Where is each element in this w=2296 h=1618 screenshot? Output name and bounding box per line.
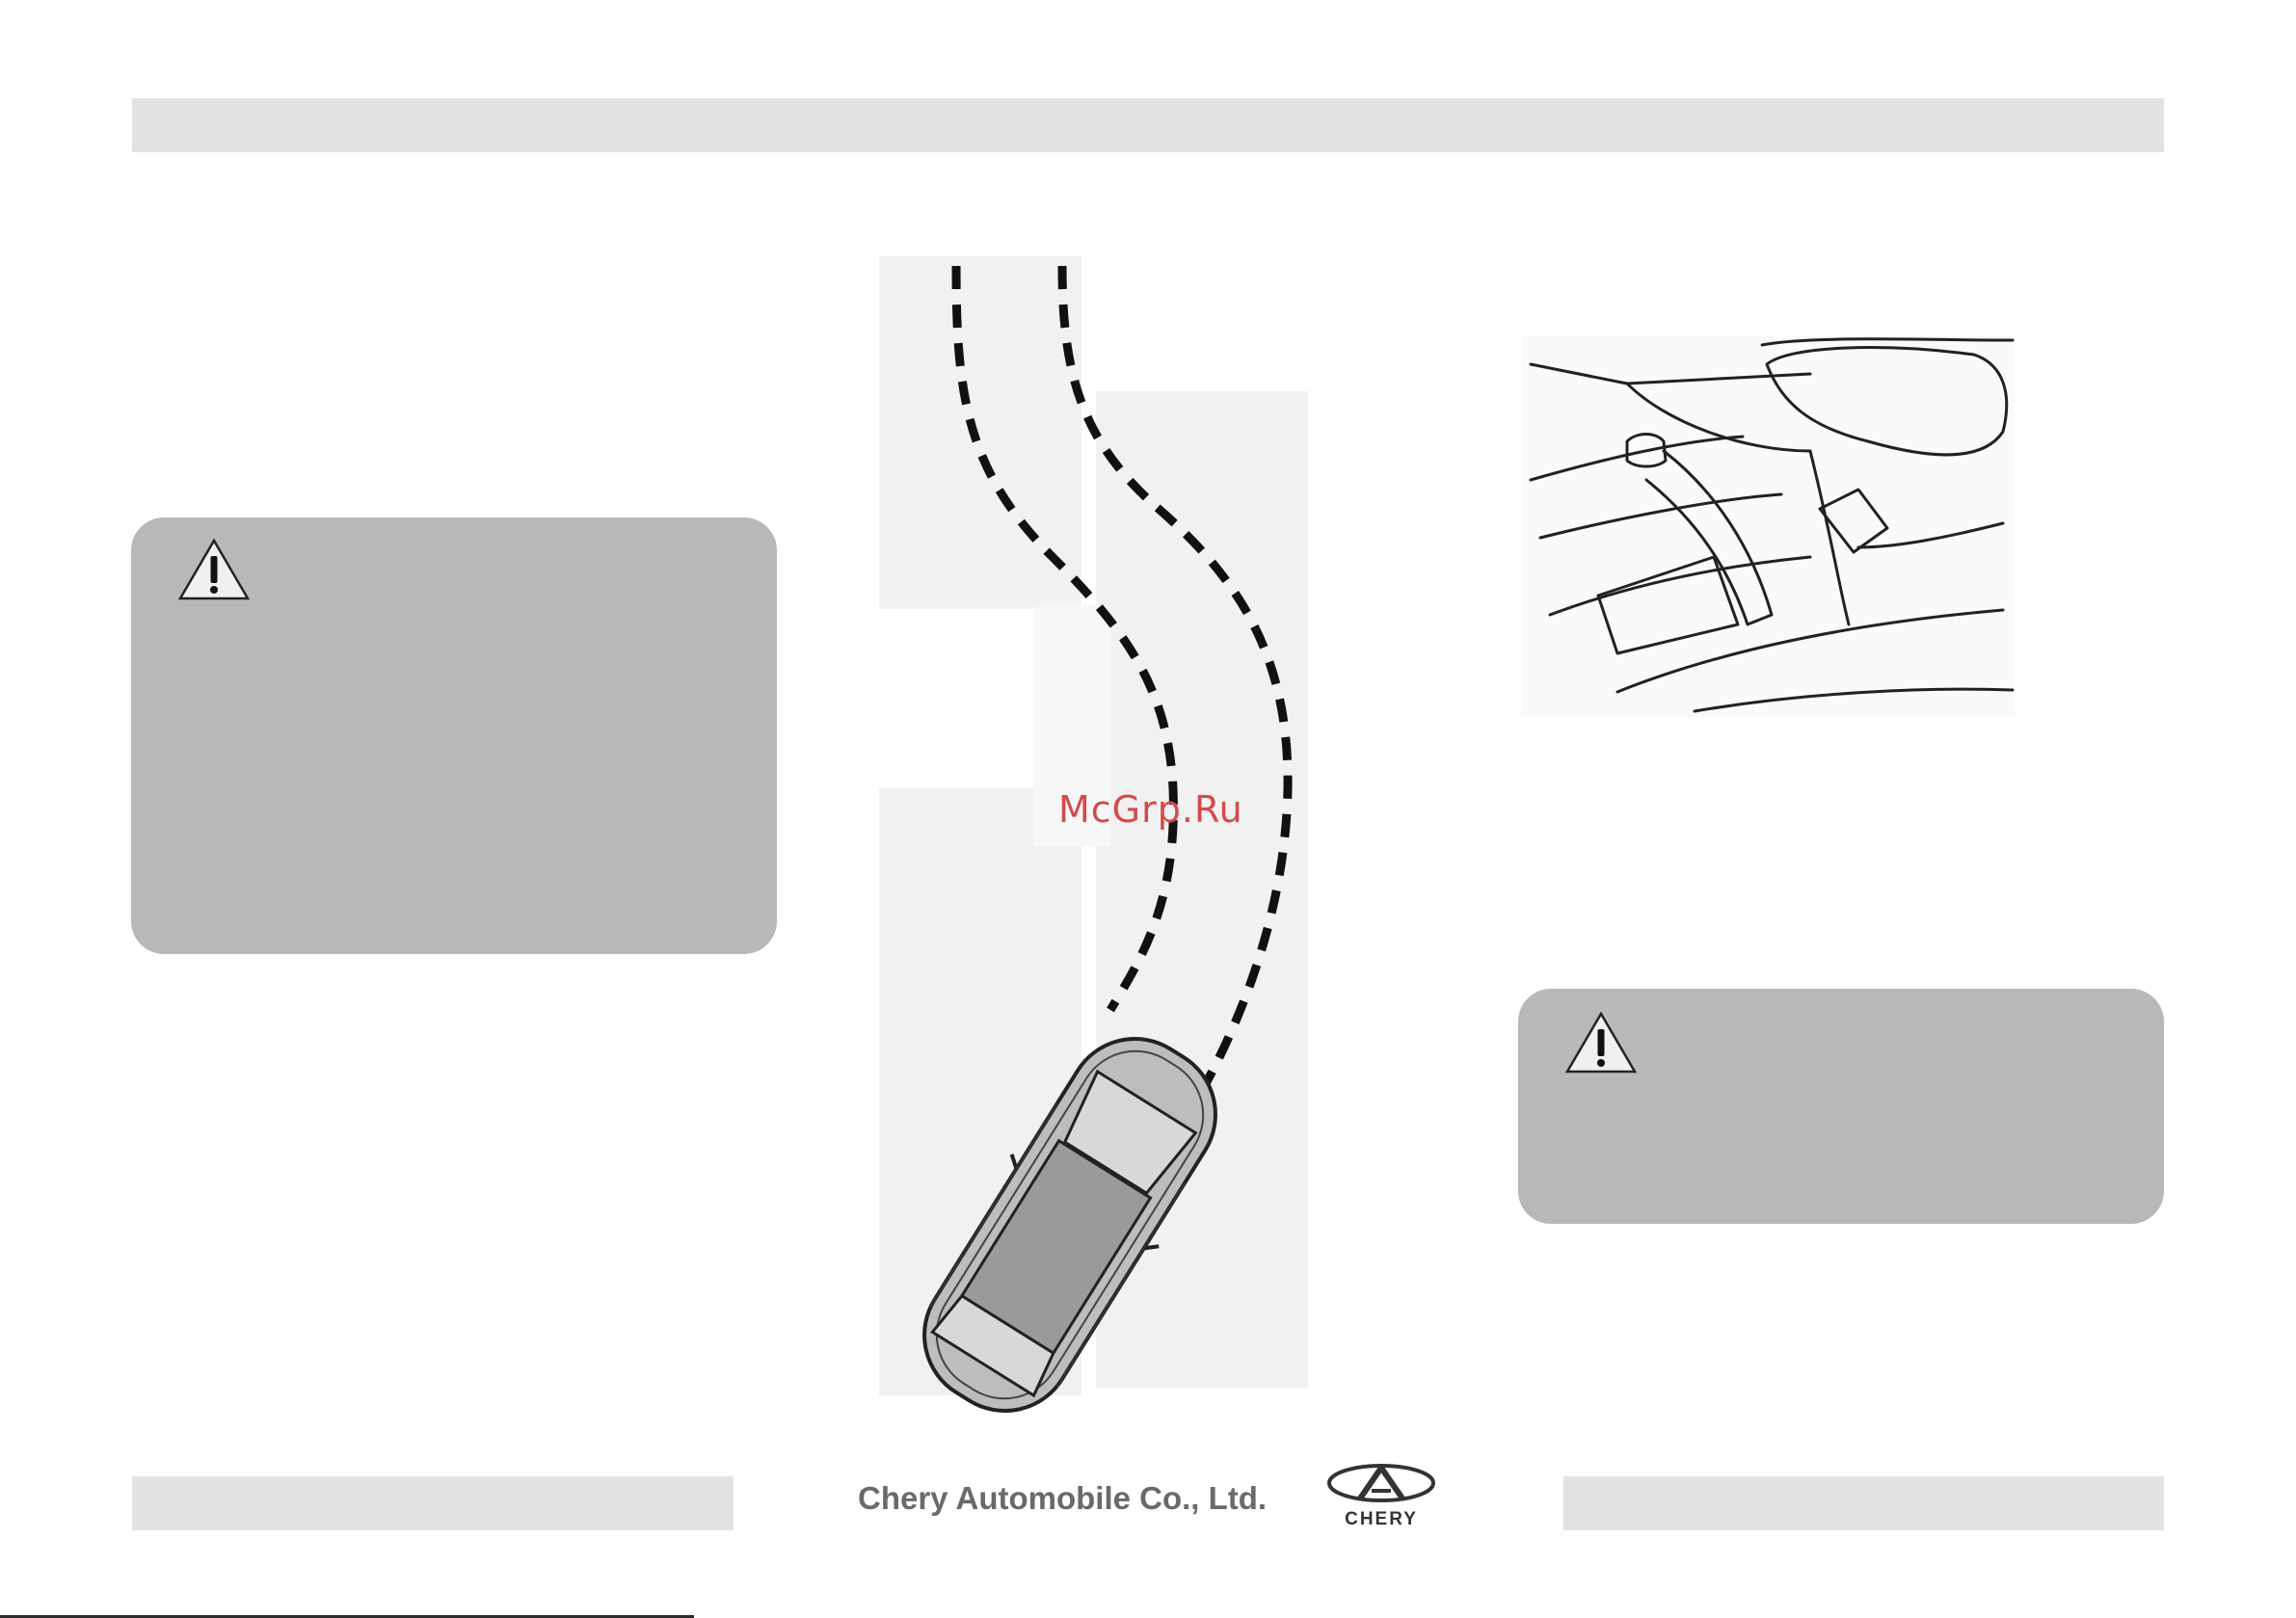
curved-road-car-illustration [821,249,1322,1415]
warning-triangle-icon [177,537,251,602]
parking-brake-lever-illustration [1521,335,2015,717]
company-name: Chery Automobile Co., Ltd. [858,1480,1268,1516]
watermark: McGrp.Ru [1058,788,1243,831]
warning-box-right [1518,989,2164,1224]
footer-band-right [1563,1476,2164,1530]
warning-box-left [131,517,777,954]
logo-text: CHERY [1345,1509,1418,1529]
header-band [132,98,2164,152]
warning-triangle-icon [1564,1010,1638,1075]
footer-band-left [132,1476,734,1530]
